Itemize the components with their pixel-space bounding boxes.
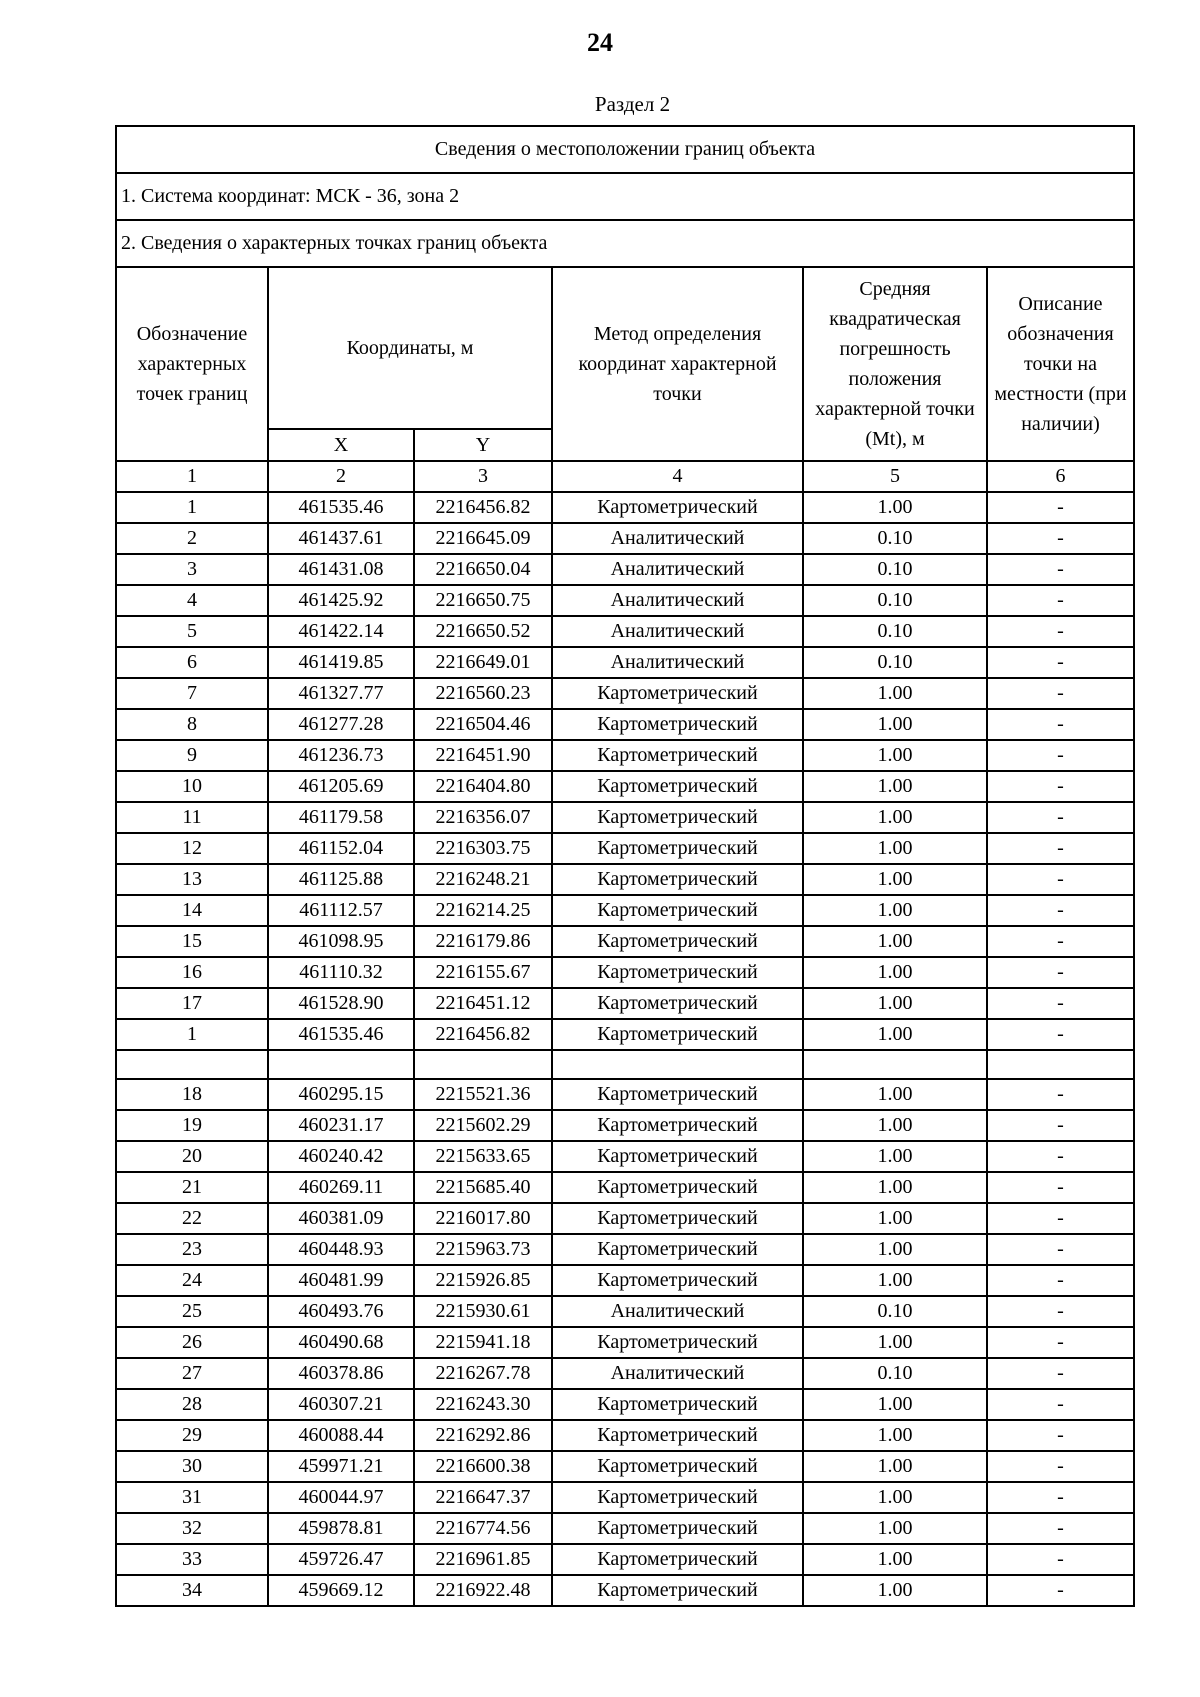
coord-x: 461535.46 [268,1019,414,1050]
mean-error: 1.00 [803,1482,987,1513]
method: Аналитический [552,523,803,554]
method: Картометрический [552,1451,803,1482]
mean-error: 1.00 [803,1172,987,1203]
page-number: 24 [587,28,613,57]
coord-x: 461236.73 [268,740,414,771]
description: - [987,802,1134,833]
coord-y: 2216647.37 [414,1482,552,1513]
table-row [116,1389,1134,1420]
table-row [116,864,1134,895]
table-row [116,1451,1134,1482]
header-coordinates: Координаты, м [268,267,552,429]
coord-x: 461112.57 [268,895,414,926]
coord-y: 2215633.65 [414,1141,552,1172]
description: - [987,1327,1134,1358]
mean-error: 1.00 [803,709,987,740]
description: - [987,1110,1134,1141]
header-y: Y [414,429,552,461]
table-row [116,1327,1134,1358]
coord-x: 461179.58 [268,802,414,833]
method: Картометрический [552,1389,803,1420]
coord-y: 2216267.78 [414,1358,552,1389]
boundary-points-table [115,125,1135,1607]
empty-cell [414,1050,552,1079]
point-id: 20 [116,1141,268,1172]
mean-error: 1.00 [803,926,987,957]
point-id: 25 [116,1296,268,1327]
table-row [116,1234,1134,1265]
description: - [987,1296,1134,1327]
description: - [987,523,1134,554]
coord-x: 459669.12 [268,1575,414,1606]
coord-x: 460044.97 [268,1482,414,1513]
description: - [987,554,1134,585]
method: Картометрический [552,1172,803,1203]
point-id: 6 [116,647,268,678]
coord-y: 2216649.01 [414,647,552,678]
coord-y: 2216504.46 [414,709,552,740]
point-id: 8 [116,709,268,740]
coord-y: 2216560.23 [414,678,552,709]
coord-y: 2216155.67 [414,957,552,988]
coord-x: 460088.44 [268,1420,414,1451]
method: Картометрический [552,1482,803,1513]
coord-y: 2216961.85 [414,1544,552,1575]
point-id: 14 [116,895,268,926]
point-id: 27 [116,1358,268,1389]
table-row [116,1141,1134,1172]
column-number: 6 [987,461,1134,492]
coord-y: 2216243.30 [414,1389,552,1420]
table-row [116,1544,1134,1575]
mean-error: 1.00 [803,1513,987,1544]
table-row [116,802,1134,833]
mean-error: 0.10 [803,1296,987,1327]
mean-error: 1.00 [803,1203,987,1234]
mean-error: 0.10 [803,585,987,616]
point-id: 10 [116,771,268,802]
table-row [116,678,1134,709]
coord-x: 460493.76 [268,1296,414,1327]
point-id: 12 [116,833,268,864]
description: - [987,1265,1134,1296]
coord-y: 2216356.07 [414,802,552,833]
coord-y: 2216248.21 [414,864,552,895]
coord-y: 2216404.80 [414,771,552,802]
description: - [987,1482,1134,1513]
table-row [116,1513,1134,1544]
point-id: 17 [116,988,268,1019]
coord-x: 461437.61 [268,523,414,554]
coord-x: 461327.77 [268,678,414,709]
empty-cell [116,1050,268,1079]
point-id: 34 [116,1575,268,1606]
method: Картометрический [552,771,803,802]
mean-error: 1.00 [803,1110,987,1141]
description: - [987,1513,1134,1544]
description: - [987,771,1134,802]
column-number: 1 [116,461,268,492]
coord-x: 460231.17 [268,1110,414,1141]
description: - [987,709,1134,740]
table-row [116,1265,1134,1296]
description: - [987,740,1134,771]
mean-error: 1.00 [803,678,987,709]
point-id: 13 [116,864,268,895]
method: Картометрический [552,492,803,523]
method: Аналитический [552,585,803,616]
description: - [987,926,1134,957]
point-id: 9 [116,740,268,771]
point-id: 5 [116,616,268,647]
coord-y: 2216456.82 [414,1019,552,1050]
mean-error: 1.00 [803,1019,987,1050]
mean-error: 1.00 [803,740,987,771]
coord-y: 2216179.86 [414,926,552,957]
point-id: 3 [116,554,268,585]
method: Картометрический [552,895,803,926]
table-row [116,895,1134,926]
points-heading: 2. Сведения о характерных точках границ объекта [116,220,1134,267]
coord-y: 2215963.73 [414,1234,552,1265]
coord-x: 460269.11 [268,1172,414,1203]
description: - [987,678,1134,709]
empty-cell [268,1050,414,1079]
method: Картометрический [552,709,803,740]
coord-y: 2216292.86 [414,1420,552,1451]
mean-error: 1.00 [803,1079,987,1110]
point-id: 30 [116,1451,268,1482]
method: Картометрический [552,1513,803,1544]
point-id: 31 [116,1482,268,1513]
coord-x: 460448.93 [268,1234,414,1265]
method: Картометрический [552,1079,803,1110]
empty-cell [552,1050,803,1079]
header-method: Метод определения координат характерной точки [552,267,803,461]
table-row [116,1420,1134,1451]
method: Картометрический [552,957,803,988]
table-row [116,833,1134,864]
description: - [987,1358,1134,1389]
method: Картометрический [552,926,803,957]
description: - [987,864,1134,895]
point-id: 22 [116,1203,268,1234]
table-row [116,523,1134,554]
method: Аналитический [552,616,803,647]
mean-error: 0.10 [803,554,987,585]
coord-y: 2216774.56 [414,1513,552,1544]
description: - [987,1172,1134,1203]
table-row [116,1482,1134,1513]
coord-y: 2216214.25 [414,895,552,926]
table-row [116,926,1134,957]
coord-y: 2216451.90 [414,740,552,771]
point-id: 18 [116,1079,268,1110]
coord-y: 2216650.52 [414,616,552,647]
description: - [987,1234,1134,1265]
description: - [987,895,1134,926]
coord-x: 461419.85 [268,647,414,678]
table-row [116,957,1134,988]
method: Картометрический [552,833,803,864]
column-number: 4 [552,461,803,492]
description: - [987,1389,1134,1420]
mean-error: 1.00 [803,833,987,864]
table-row [116,554,1134,585]
mean-error: 1.00 [803,895,987,926]
point-id: 4 [116,585,268,616]
description: - [987,833,1134,864]
mean-error: 1.00 [803,1420,987,1451]
coord-x: 460381.09 [268,1203,414,1234]
coord-x: 460307.21 [268,1389,414,1420]
point-id: 33 [116,1544,268,1575]
description: - [987,1141,1134,1172]
mean-error: 1.00 [803,1327,987,1358]
coord-y: 2215685.40 [414,1172,552,1203]
description: - [987,585,1134,616]
point-id: 11 [116,802,268,833]
mean-error: 1.00 [803,1544,987,1575]
coord-x: 459971.21 [268,1451,414,1482]
coord-x: 461528.90 [268,988,414,1019]
mean-error: 1.00 [803,1141,987,1172]
coord-x: 460378.86 [268,1358,414,1389]
table-row [116,1019,1134,1050]
method: Картометрический [552,1019,803,1050]
mean-error: 1.00 [803,492,987,523]
column-number: 5 [803,461,987,492]
table-row [116,709,1134,740]
point-id: 1 [116,492,268,523]
coord-y: 2216650.75 [414,585,552,616]
table-row [116,740,1134,771]
table-row [116,771,1134,802]
mean-error: 0.10 [803,647,987,678]
point-id: 24 [116,1265,268,1296]
point-id: 21 [116,1172,268,1203]
table-row [116,1358,1134,1389]
table-row [116,616,1134,647]
coord-x: 461431.08 [268,554,414,585]
method: Картометрический [552,1110,803,1141]
description: - [987,1203,1134,1234]
description: - [987,616,1134,647]
coord-x: 460490.68 [268,1327,414,1358]
mean-error: 1.00 [803,957,987,988]
empty-cell [987,1050,1134,1079]
table-row [116,988,1134,1019]
mean-error: 0.10 [803,1358,987,1389]
point-id: 23 [116,1234,268,1265]
mean-error: 1.00 [803,1265,987,1296]
mean-error: 1.00 [803,1389,987,1420]
point-id: 28 [116,1389,268,1420]
method: Картометрический [552,1141,803,1172]
coord-y: 2215521.36 [414,1079,552,1110]
coord-y: 2216645.09 [414,523,552,554]
section-title: Раздел 2 [594,92,671,116]
coord-x: 461535.46 [268,492,414,523]
method: Картометрический [552,740,803,771]
coord-y: 2216600.38 [414,1451,552,1482]
method: Аналитический [552,647,803,678]
coord-y: 2216922.48 [414,1575,552,1606]
separator-row [116,1050,1134,1079]
empty-cell [803,1050,987,1079]
method: Картометрический [552,1234,803,1265]
method: Аналитический [552,554,803,585]
point-id: 29 [116,1420,268,1451]
table-row [116,1079,1134,1110]
point-id: 1 [116,1019,268,1050]
mean-error: 1.00 [803,864,987,895]
mean-error: 1.00 [803,771,987,802]
coord-x: 461422.14 [268,616,414,647]
mean-error: 0.10 [803,523,987,554]
mean-error: 1.00 [803,1234,987,1265]
method: Картометрический [552,1544,803,1575]
coord-x: 459726.47 [268,1544,414,1575]
description: - [987,1575,1134,1606]
point-id: 26 [116,1327,268,1358]
description: - [987,1544,1134,1575]
coord-x: 460295.15 [268,1079,414,1110]
description: - [987,988,1134,1019]
coord-x: 461152.04 [268,833,414,864]
mean-error: 0.10 [803,616,987,647]
coord-x: 461205.69 [268,771,414,802]
description: - [987,957,1134,988]
coord-y: 2216650.04 [414,554,552,585]
coord-y: 2215941.18 [414,1327,552,1358]
method: Аналитический [552,1296,803,1327]
header-mean-error: Средняя квадратическая погрешность положения характерной точки (Mt), м [803,267,987,461]
coord-x: 461110.32 [268,957,414,988]
description: - [987,1019,1134,1050]
header-description: Описание обозначения точки на местности (при наличии) [987,267,1134,461]
column-number: 3 [414,461,552,492]
column-number-row [116,461,1134,492]
point-id: 15 [116,926,268,957]
description: - [987,1079,1134,1110]
mean-error: 1.00 [803,802,987,833]
method: Картометрический [552,1203,803,1234]
coord-x: 461098.95 [268,926,414,957]
header-x: X [268,429,414,461]
coord-x: 460240.42 [268,1141,414,1172]
method: Картометрический [552,1265,803,1296]
coord-x: 461425.92 [268,585,414,616]
mean-error: 1.00 [803,1451,987,1482]
method: Картометрический [552,1420,803,1451]
coord-x: 461277.28 [268,709,414,740]
table-row [116,1575,1134,1606]
coord-y: 2215602.29 [414,1110,552,1141]
header-point-designation: Обозначение характерных точек границ [116,267,268,461]
coordinate-system: 1. Система координат: МСК - 36, зона 2 [116,173,1134,220]
method: Картометрический [552,1327,803,1358]
table-row [116,1110,1134,1141]
coord-y: 2215926.85 [414,1265,552,1296]
coord-y: 2216017.80 [414,1203,552,1234]
table-row [116,647,1134,678]
coord-x: 460481.99 [268,1265,414,1296]
description: - [987,492,1134,523]
method: Картометрический [552,802,803,833]
method: Картометрический [552,864,803,895]
method: Картометрический [552,988,803,1019]
description: - [987,1420,1134,1451]
method: Картометрический [552,1575,803,1606]
point-id: 32 [116,1513,268,1544]
description: - [987,1451,1134,1482]
coord-y: 2216451.12 [414,988,552,1019]
method: Картометрический [552,678,803,709]
coord-y: 2216303.75 [414,833,552,864]
table-row [116,1296,1134,1327]
point-id: 2 [116,523,268,554]
table-title: Сведения о местоположении границ объекта [116,126,1134,173]
table-row [116,585,1134,616]
coord-y: 2215930.61 [414,1296,552,1327]
point-id: 19 [116,1110,268,1141]
column-number: 2 [268,461,414,492]
description: - [987,647,1134,678]
mean-error: 1.00 [803,988,987,1019]
table-row [116,1172,1134,1203]
table-row [116,1203,1134,1234]
point-id: 16 [116,957,268,988]
method: Аналитический [552,1358,803,1389]
mean-error: 1.00 [803,1575,987,1606]
coord-y: 2216456.82 [414,492,552,523]
coord-x: 461125.88 [268,864,414,895]
point-id: 7 [116,678,268,709]
table-row [116,492,1134,523]
coord-x: 459878.81 [268,1513,414,1544]
